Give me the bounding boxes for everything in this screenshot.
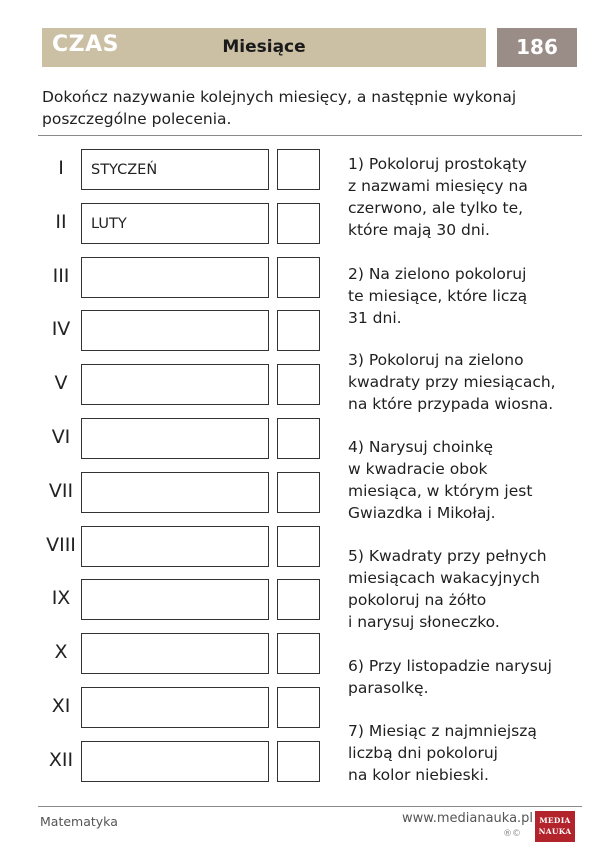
month-roman-numeral: IV: [51, 318, 71, 340]
month-square-box[interactable]: [277, 687, 320, 728]
month-square-box[interactable]: [277, 257, 320, 298]
month-name-box[interactable]: [81, 257, 269, 298]
month-name-box[interactable]: [81, 310, 269, 351]
month-name-box[interactable]: [81, 472, 269, 513]
month-roman-numeral: III: [52, 265, 70, 287]
month-name-box[interactable]: STYCZEŃ: [81, 149, 269, 190]
month-square-box[interactable]: [277, 149, 320, 190]
month-square-box[interactable]: [277, 633, 320, 674]
header-bar: [42, 28, 577, 67]
month-roman-numeral: IX: [51, 587, 71, 609]
header-title-panel: [42, 28, 486, 67]
month-roman-numeral: VI: [51, 426, 71, 448]
topic-label: CZAS: [52, 32, 119, 57]
month-square-box[interactable]: [277, 310, 320, 351]
footer-url[interactable]: www.medianauka.pl: [402, 811, 534, 826]
month-roman-numeral: II: [55, 211, 67, 233]
task-3: 3) Pokoloruj na zielono kwadraty przy miesiącach, na które przypada wiosna.: [348, 351, 556, 413]
page-title: Miesiące: [222, 37, 306, 57]
task-4: 4) Narysuj choinkę w kwadracie obok miesiąca, w którym jest Gwiazdka i Mikołaj.: [348, 438, 533, 522]
footer-subject: Matematyka: [40, 814, 118, 829]
month-square-box[interactable]: [277, 741, 320, 782]
month-name-box[interactable]: [81, 364, 269, 405]
month-name-box[interactable]: [81, 526, 269, 567]
task-1: 1) Pokoloruj prostokąty z nazwami miesięcy na czerwono, ale tylko te, które mają 30 dni.: [348, 155, 528, 239]
month-square-box[interactable]: [277, 526, 320, 567]
month-name-box[interactable]: [81, 418, 269, 459]
month-name-box[interactable]: [81, 579, 269, 620]
month-roman-numeral: V: [54, 372, 68, 394]
month-name-box[interactable]: [81, 687, 269, 728]
top-divider: [38, 135, 582, 136]
task-6: 6) Przy listopadzie narysuj parasolkę.: [348, 657, 552, 697]
month-roman-numeral: XI: [51, 695, 71, 717]
page-number: 186: [497, 28, 577, 67]
month-square-box[interactable]: [277, 418, 320, 459]
month-roman-numeral: VII: [48, 480, 74, 502]
month-name-box[interactable]: LUTY: [81, 203, 269, 244]
bottom-divider: [38, 806, 582, 807]
month-name-box[interactable]: [81, 633, 269, 674]
instruction-text: Dokończ nazywanie kolejnych miesięcy, a następnie wykonaj poszczególne polecenia.: [42, 88, 517, 128]
month-square-box[interactable]: [277, 579, 320, 620]
month-roman-numeral: X: [54, 641, 68, 663]
logo-line-1: MEDIA: [539, 816, 571, 825]
footer-copyright: ®©: [503, 829, 521, 839]
task-5: 5) Kwadraty przy pełnych miesiącach wakacyjnych pokoloruj na żółto i narysuj słoneczko.: [348, 547, 547, 631]
task-2: 2) Na zielono pokoloruj te miesiące, które liczą 31 dni.: [348, 265, 528, 327]
task-7: 7) Miesiąc z najmniejszą liczbą dni pokoloruj na kolor niebieski.: [348, 722, 537, 784]
logo-line-2: NAUKA: [538, 827, 572, 836]
month-square-box[interactable]: [277, 472, 320, 513]
month-name-box[interactable]: [81, 741, 269, 782]
month-square-box[interactable]: [277, 364, 320, 405]
medianauka-logo: [535, 811, 575, 842]
month-roman-numeral: XII: [48, 749, 74, 771]
month-roman-numeral: VIII: [46, 534, 76, 556]
month-square-box[interactable]: [277, 203, 320, 244]
month-roman-numeral: I: [58, 157, 64, 179]
